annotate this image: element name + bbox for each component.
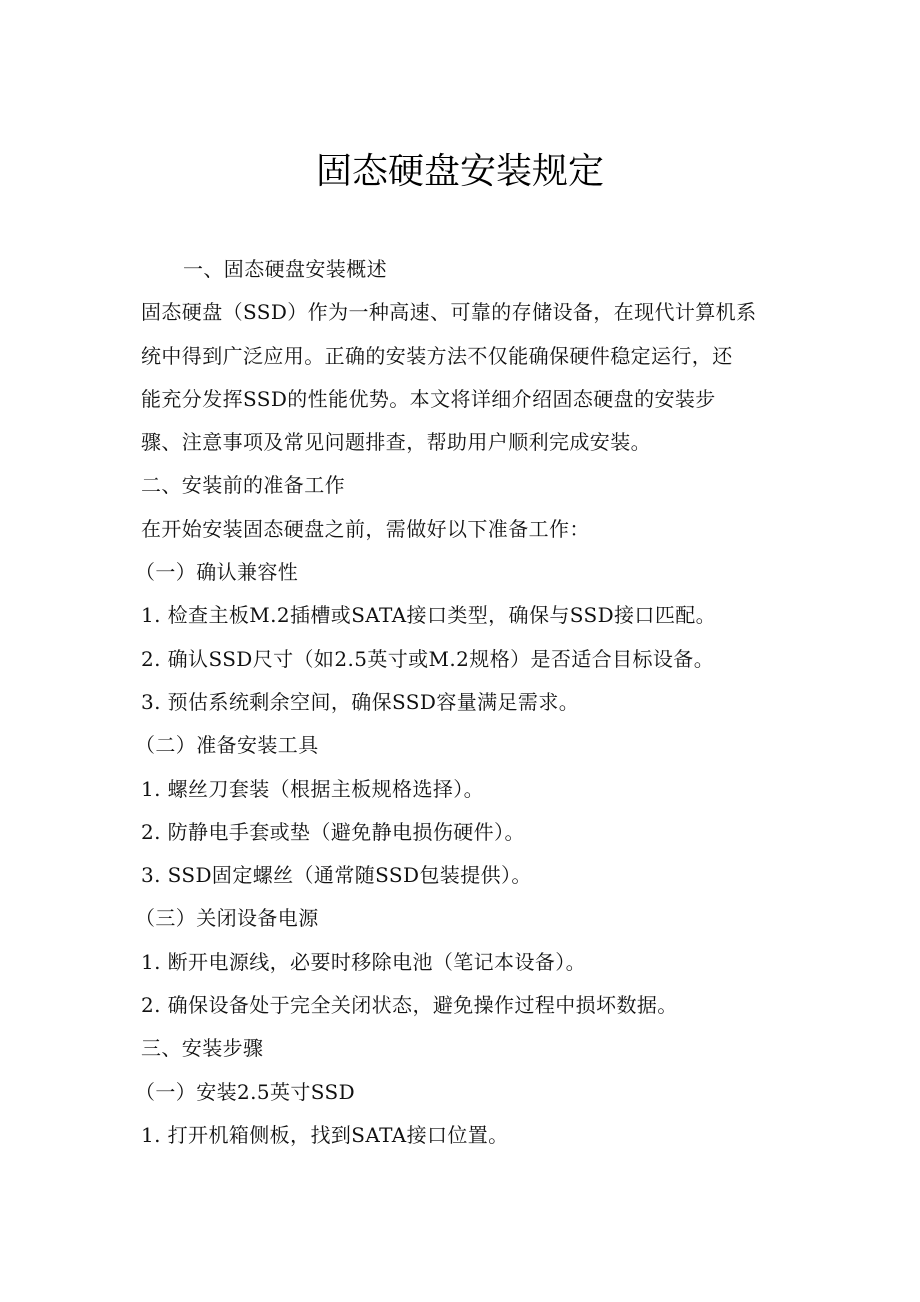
document-body <box>135 248 781 1157</box>
subsection-heading-power: （三）关闭设备电源 <box>135 906 319 931</box>
subsection-heading-compatibility: （一）确认兼容性 <box>135 560 299 585</box>
document-title: 固态硬盘安装规定 <box>315 151 604 192</box>
list-item: 3. SSD固定螺丝（通常随SSD包装提供）。 <box>141 863 532 888</box>
list-item: 1. 打开机箱侧板，找到SATA接口位置。 <box>141 1122 509 1147</box>
list-item: 2. 确保设备处于完全关闭状态，避免操作过程中损坏数据。 <box>141 993 678 1018</box>
subsection-heading-tools: （二）准备安装工具 <box>135 733 319 758</box>
list-item: 2. 防静电手套或垫（避免静电损伤硬件）。 <box>141 819 525 844</box>
paragraph-line: 骤、注意事项及常见问题排查，帮助用户顺利完成安装。 <box>141 430 651 455</box>
paragraph-line: 能充分发挥SSD的性能优势。本文将详细介绍固态硬盘的安装步 <box>141 386 716 411</box>
list-item: 1. 检查主板M.2插槽或SATA接口类型，确保与SSD接口匹配。 <box>141 603 717 628</box>
list-item: 1. 断开电源线，必要时移除电池（笔记本设备）。 <box>141 949 587 974</box>
paragraph-line: 固态硬盘（SSD）作为一种高速、可靠的存储设备，在现代计算机系 <box>141 300 757 325</box>
paragraph-line: 统中得到广泛应用。正确的安装方法不仅能确保硬件稳定运行，还 <box>141 343 733 368</box>
list-item: 2. 确认SSD尺寸（如2.5英寸或M.2规格）是否适合目标设备。 <box>141 646 715 671</box>
section-heading-steps: 三、安装步骤 <box>141 1036 264 1061</box>
section-heading-overview: 一、固态硬盘安装概述 <box>183 257 387 281</box>
list-item: 3. 预估系统剩余空间，确保SSD容量满足需求。 <box>141 689 580 714</box>
subsection-heading-2-5-inch: （一）安装2.5英寸SSD <box>135 1079 356 1104</box>
paragraph-line: 在开始安装固态硬盘之前，需做好以下准备工作： <box>141 516 590 541</box>
section-heading-preparation: 二、安装前的准备工作 <box>141 473 345 498</box>
list-item: 1. 螺丝刀套装（根据主板规格选择）。 <box>141 776 485 801</box>
